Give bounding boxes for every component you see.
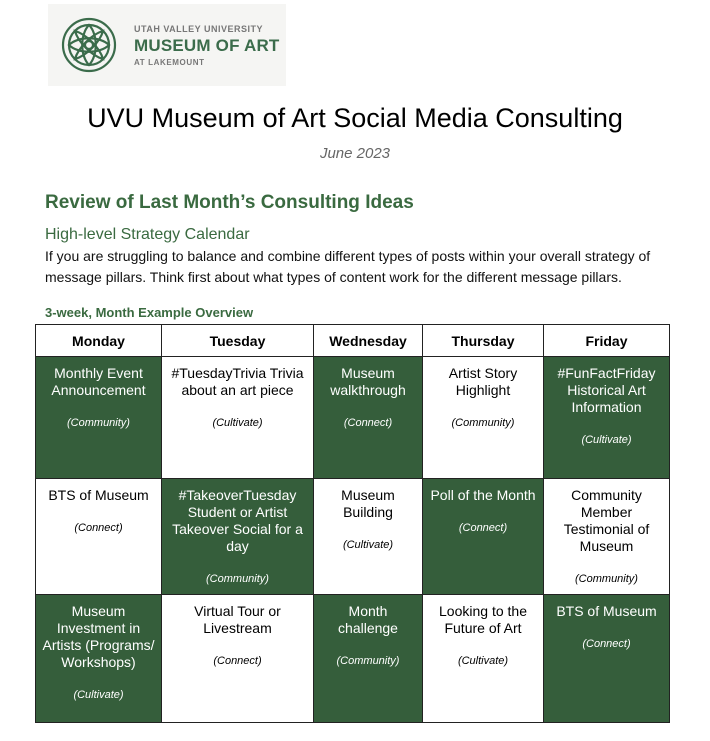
calendar-cell	[314, 479, 423, 595]
cell-title: Artist Story Highlight	[448, 365, 518, 398]
calendar-cell	[544, 357, 670, 479]
cell-pillar-tag: (Community)	[575, 573, 638, 585]
cell-title: #TakeoverTuesday Student or Artist Takeover Social for a day	[172, 487, 303, 554]
cell-title: Month challenge	[338, 603, 398, 636]
section-heading: Review of Last Month’s Consulting Ideas	[45, 192, 414, 213]
museum-logo-icon	[60, 16, 118, 74]
calendar-cell	[423, 479, 544, 595]
cell-pillar-tag: (Community)	[67, 417, 130, 429]
cell-title: BTS of Museum	[556, 603, 657, 619]
cell-title: Poll of the Month	[430, 487, 536, 503]
cell-pillar-tag: (Community)	[451, 417, 515, 429]
cell-title: Looking to the Future of Art	[439, 603, 527, 636]
cell-title: Museum Building	[341, 487, 395, 520]
cell-title: Community Member Testimonial of Museum	[563, 487, 650, 554]
cell-pillar-tag: (Cultivate)	[73, 689, 124, 701]
logo-location: AT LAKEMOUNT	[134, 58, 205, 67]
cell-title: #TuesdayTrivia Trivia about an art piece	[171, 365, 304, 398]
overview-label: 3-week, Month Example Overview	[45, 305, 254, 320]
cell-pillar-tag: (Connect)	[74, 522, 123, 534]
calendar-cell	[423, 357, 544, 479]
cell-title: Museum Investment in Artists (Programs/ Workshops)	[42, 603, 155, 670]
cell-pillar-tag: (Community)	[206, 573, 269, 585]
calendar-cell	[162, 595, 314, 723]
cell-pillar-tag: (Connect)	[213, 655, 262, 667]
intro-paragraph: If you are struggling to balance and combine different types of posts within your overall strategy of message pillars. Think first about what types of content work for the different message pillars.	[45, 248, 651, 285]
calendar-cell	[544, 595, 670, 723]
cell-pillar-tag: (Community)	[336, 655, 400, 667]
calendar-cell	[36, 479, 162, 595]
logo-museum-name: MUSEUM OF ART	[134, 36, 280, 55]
subheading: High-level Strategy Calendar	[45, 226, 250, 243]
calendar-cell	[36, 595, 162, 723]
day-header-thursday: Thursday	[423, 325, 544, 357]
cell-pillar-tag: (Connect)	[343, 417, 393, 429]
cell-title: Virtual Tour or Livestream	[194, 603, 281, 636]
day-header-tuesday: Tuesday	[162, 325, 314, 357]
cell-pillar-tag: (Cultivate)	[457, 655, 509, 667]
cell-title: BTS of Museum	[48, 487, 149, 503]
day-header-monday: Monday	[36, 325, 162, 357]
cell-pillar-tag: (Cultivate)	[212, 417, 263, 429]
calendar-cell	[36, 357, 162, 479]
calendar-cell	[423, 595, 544, 723]
logo-university-name: UTAH VALLEY UNIVERSITY	[134, 24, 264, 34]
strategy-calendar-table	[35, 324, 670, 723]
calendar-week-row	[36, 595, 670, 723]
cell-title: #FunFactFriday Historical Art Information	[557, 365, 656, 415]
calendar-week-row	[36, 479, 670, 595]
cell-pillar-tag: (Connect)	[582, 638, 631, 650]
cell-pillar-tag: (Cultivate)	[581, 434, 632, 446]
calendar-header-row	[36, 325, 670, 357]
document-date: June 2023	[319, 145, 391, 162]
museum-logo	[48, 4, 286, 86]
calendar-cell	[544, 479, 670, 595]
page-title: UVU Museum of Art Social Media Consulting	[87, 103, 623, 133]
day-header-friday: Friday	[544, 325, 670, 357]
calendar-cell	[162, 357, 314, 479]
calendar-cell	[314, 357, 423, 479]
day-header-wednesday: Wednesday	[314, 325, 423, 357]
calendar-cell	[162, 479, 314, 595]
calendar-week-row	[36, 357, 670, 479]
cell-title: Monthly Event Announcement	[51, 365, 146, 398]
cell-title: Museum walkthrough	[330, 365, 406, 398]
calendar-cell	[314, 595, 423, 723]
cell-pillar-tag: (Connect)	[458, 522, 508, 534]
cell-pillar-tag: (Cultivate)	[342, 539, 394, 551]
